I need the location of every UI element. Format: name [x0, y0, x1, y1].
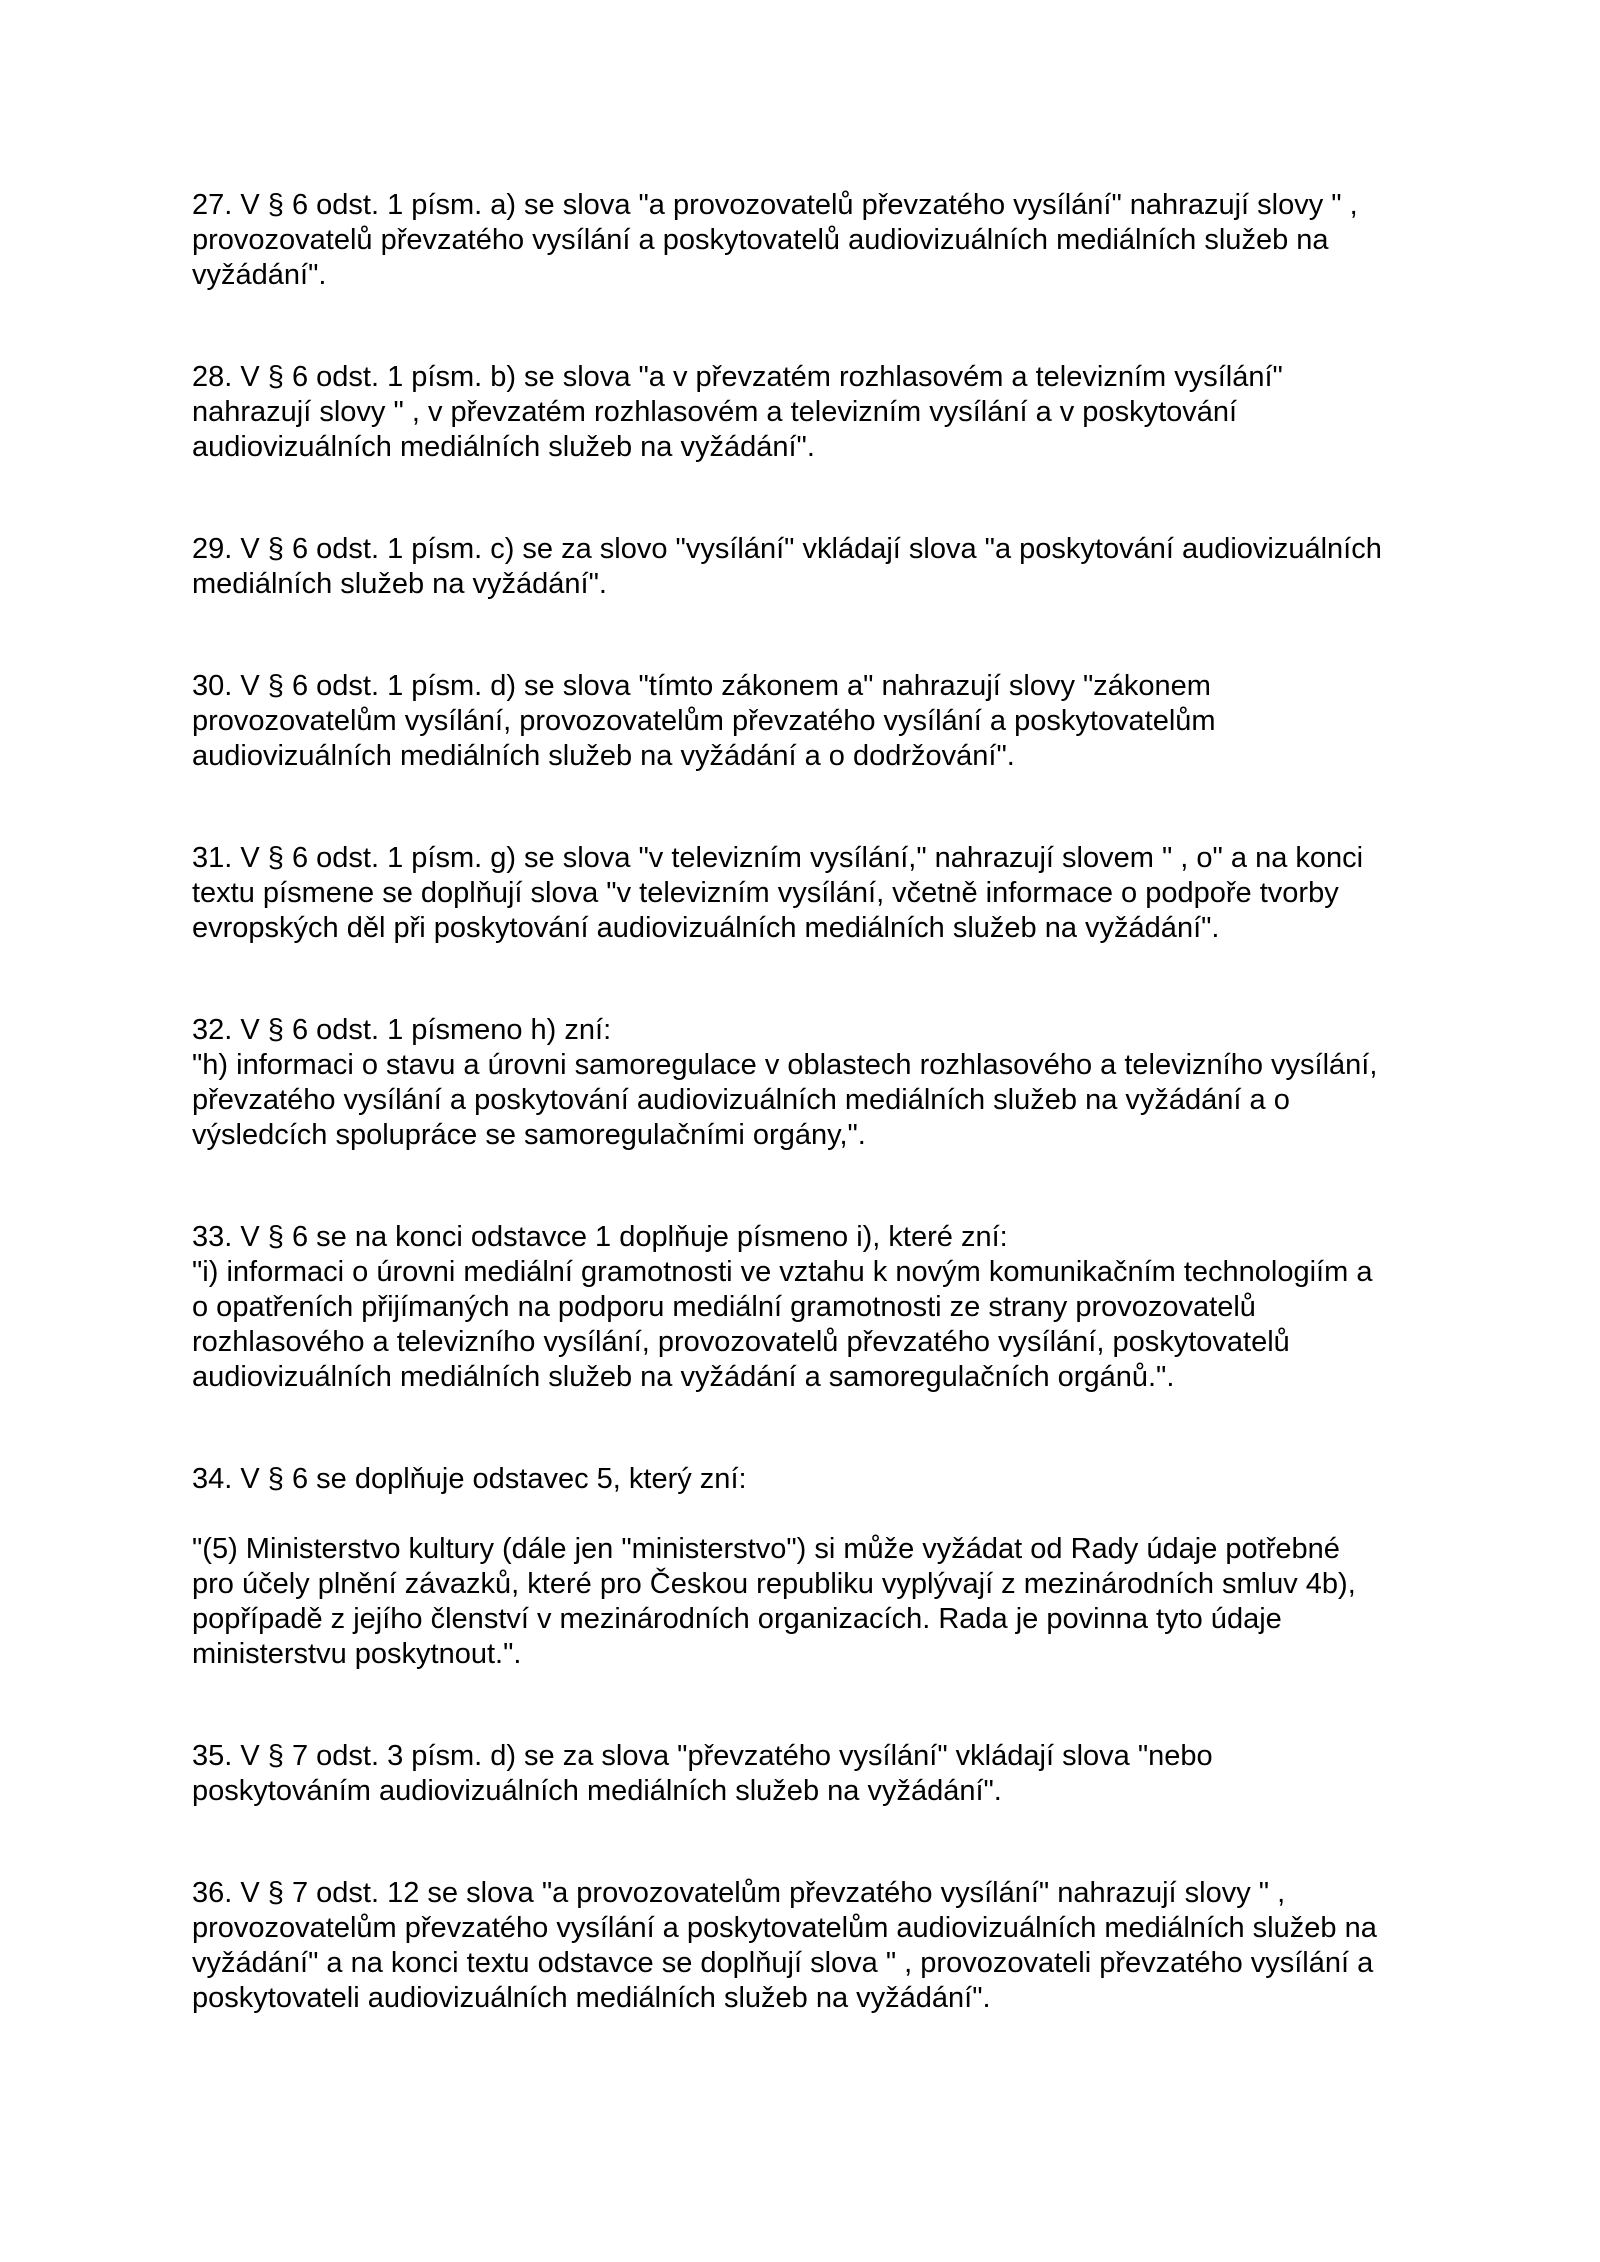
text-line: poskytováním audiovizuálních mediálních služeb na vyžádání".	[192, 1775, 1002, 1807]
text-line: převzatého vysílání a poskytování audiovizuálních mediálních služeb na vyžádání a o	[192, 1084, 1290, 1116]
text-line: výsledcích spolupráce se samoregulačními orgány,".	[192, 1119, 866, 1151]
document-body	[192, 188, 1422, 2083]
amendment-paragraph	[192, 1220, 1422, 1395]
text-line: "h) informaci o stavu a úrovni samoregulace v oblastech rozhlasového a televizního vysílání,	[192, 1049, 1378, 1081]
amendment-paragraph	[192, 1462, 1422, 1672]
text-line: 36. V § 7 odst. 12 se slova "a provozovatelům převzatého vysílání" nahrazují slovy " ,	[192, 1877, 1286, 1909]
text-line: popřípadě z jejího členství v mezinárodních organizacích. Rada je povinna tyto údaje	[192, 1603, 1282, 1635]
text-line: ministerstvu poskytnout.".	[192, 1638, 522, 1670]
amendment-paragraph	[192, 1013, 1422, 1153]
text-line: "i) informaci o úrovni mediální gramotnosti ve vztahu k novým komunikačním technologiím a	[192, 1256, 1373, 1288]
text-line: audiovizuálních mediálních služeb na vyžádání".	[192, 431, 815, 463]
text-line: vyžádání" a na konci textu odstavce se doplňují slova " , provozovateli převzatého vysílání a	[192, 1947, 1374, 1979]
text-line: vyžádání".	[192, 259, 327, 291]
text-line: o opatřeních přijímaných na podporu mediální gramotnosti ze strany provozovatelů	[192, 1291, 1256, 1323]
text-line: audiovizuálních mediálních služeb na vyžádání a o dodržování".	[192, 740, 1015, 772]
text-line: "(5) Ministerstvo kultury (dále jen "ministerstvo") si může vyžádat od Rady údaje potřebné	[192, 1533, 1340, 1565]
amendment-paragraph	[192, 1876, 1422, 2016]
amendment-paragraph	[192, 841, 1422, 946]
text-line: poskytovateli audiovizuálních mediálních služeb na vyžádání".	[192, 1982, 991, 2014]
text-line: provozovatelům vysílání, provozovatelům převzatého vysílání a poskytovatelům	[192, 705, 1216, 737]
text-line: provozovatelům převzatého vysílání a poskytovatelům audiovizuálních mediálních služeb na	[192, 1912, 1377, 1944]
text-line: textu písmene se doplňují slova "v televizním vysílání, včetně informace o podpoře tvorby	[192, 877, 1339, 909]
text-line: 35. V § 7 odst. 3 písm. d) se za slova "převzatého vysílání" vkládají slova "nebo	[192, 1740, 1213, 1772]
amendment-paragraph	[192, 532, 1422, 602]
text-line: 27. V § 6 odst. 1 písm. a) se slova "a provozovatelů převzatého vysílání" nahrazují slovy " ,	[192, 189, 1358, 221]
amendment-paragraph	[192, 360, 1422, 465]
blank-line	[192, 1497, 1422, 1532]
text-line: provozovatelů převzatého vysílání a poskytovatelů audiovizuálních mediálních služeb na	[192, 224, 1329, 256]
text-line: rozhlasového a televizního vysílání, provozovatelů převzatého vysílání, poskytovatelů	[192, 1326, 1290, 1358]
text-line: 33. V § 6 se na konci odstavce 1 doplňuje písmeno i), které zní:	[192, 1221, 1008, 1253]
text-line: 30. V § 6 odst. 1 písm. d) se slova "tímto zákonem a" nahrazují slovy "zákonem	[192, 670, 1211, 702]
text-line: 28. V § 6 odst. 1 písm. b) se slova "a v převzatém rozhlasovém a televizním vysílání"	[192, 361, 1283, 393]
text-line: 29. V § 6 odst. 1 písm. c) se za slovo "vysílání" vkládají slova "a poskytování audiovizuálních	[192, 533, 1382, 565]
amendment-paragraph	[192, 669, 1422, 774]
text-line: pro účely plnění závazků, které pro Českou republiku vyplývají z mezinárodních smluv 4b),	[192, 1568, 1356, 1600]
text-line: audiovizuálních mediálních služeb na vyžádání a samoregulačních orgánů.".	[192, 1361, 1175, 1393]
amendment-paragraph	[192, 188, 1422, 293]
text-line: 32. V § 6 odst. 1 písmeno h) zní:	[192, 1014, 612, 1046]
text-line: evropských děl při poskytování audiovizuálních mediálních služeb na vyžádání".	[192, 912, 1220, 944]
text-line: mediálních služeb na vyžádání".	[192, 568, 607, 600]
text-line: nahrazují slovy " , v převzatém rozhlasovém a televizním vysílání a v poskytování	[192, 396, 1238, 428]
amendment-paragraph	[192, 1739, 1422, 1809]
text-line: 34. V § 6 se doplňuje odstavec 5, který zní:	[192, 1463, 747, 1495]
text-line: 31. V § 6 odst. 1 písm. g) se slova "v televizním vysílání," nahrazují slovem " , o" a na konci	[192, 842, 1364, 874]
